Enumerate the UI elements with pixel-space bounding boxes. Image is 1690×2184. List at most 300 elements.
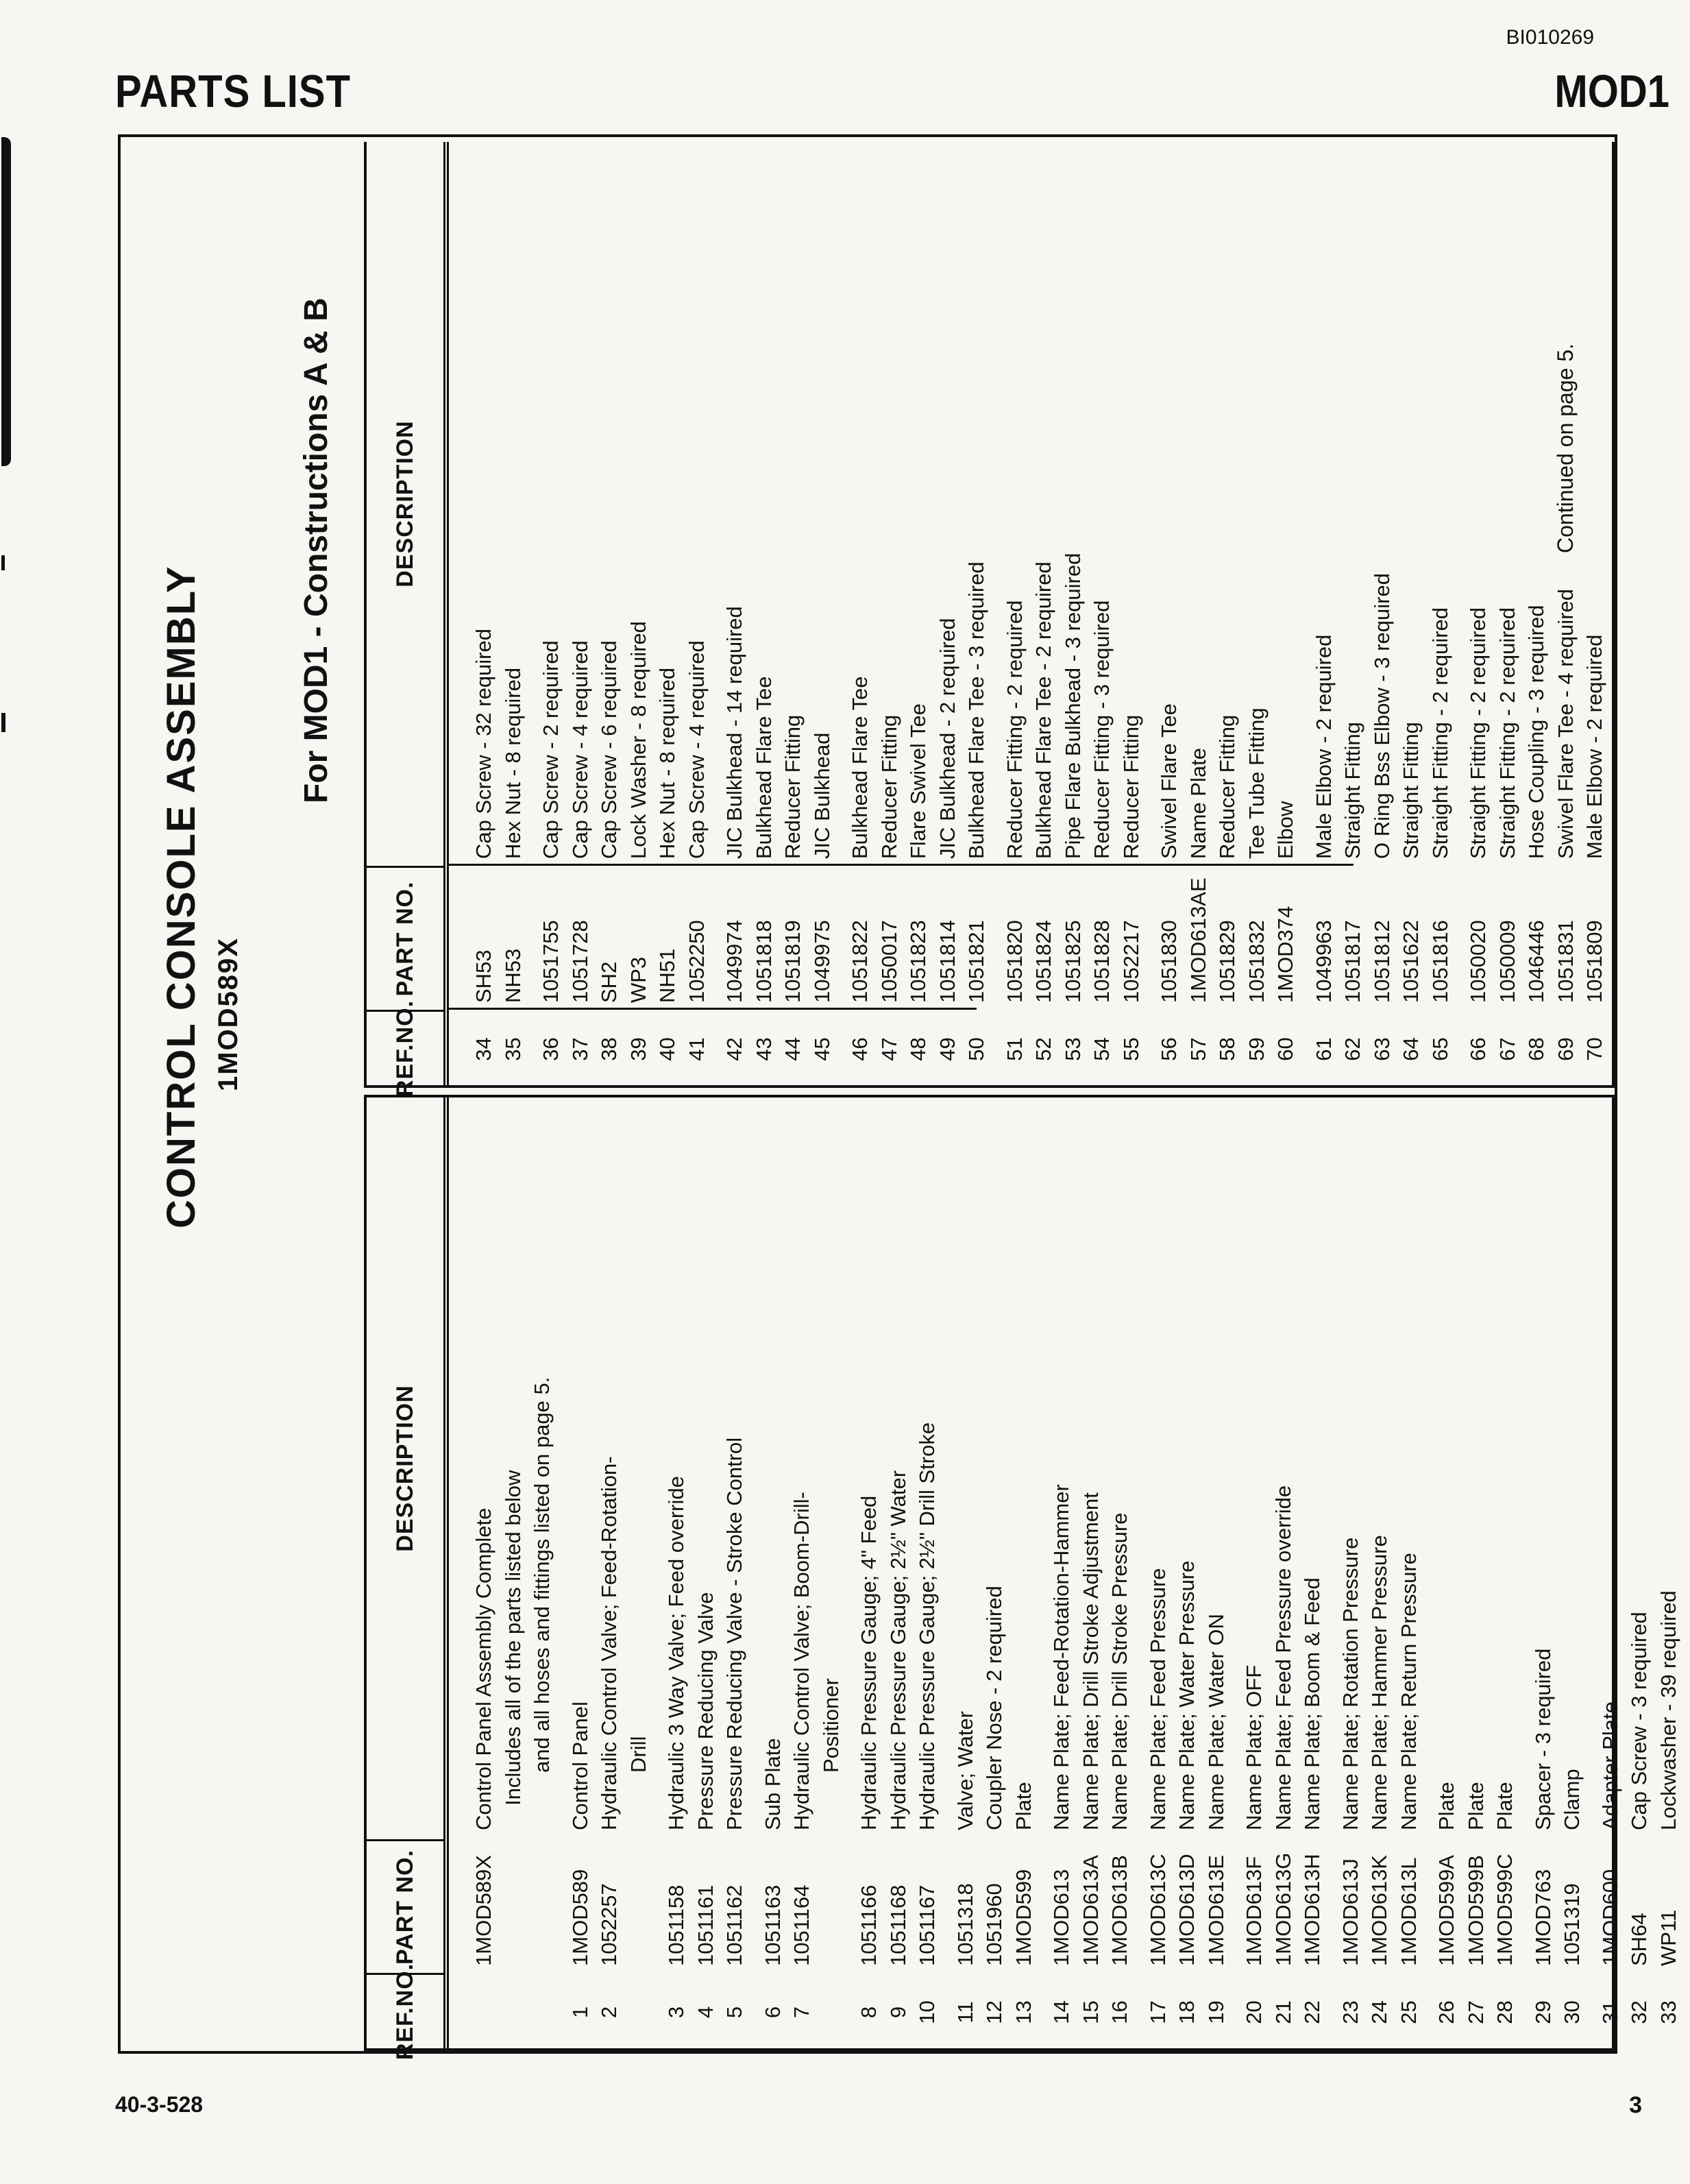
part-no-cell: WP3 <box>626 956 650 1003</box>
part-no-cell: 1051822 <box>848 920 872 1003</box>
table-body <box>469 1097 1683 2048</box>
table-row <box>1184 142 1214 1085</box>
part-no-cell: 1051823 <box>906 920 930 1003</box>
ref-no-cell: 11 <box>953 2001 977 2024</box>
table-row <box>855 1097 884 2048</box>
description-cell: Hydraulic Pressure Gauge; 4" Feed <box>857 1495 881 1830</box>
description-cell: Hydraulic Pressure Gauge; 2½" Water <box>885 1470 910 1830</box>
part-no-cell: 1051818 <box>751 920 776 1003</box>
ref-no-cell: 31 <box>1597 2000 1622 2024</box>
part-no-header: PART NO. <box>367 1839 443 1973</box>
description-cell: Hydraulic Control Valve; Boom-Drill- <box>789 1492 813 1830</box>
part-no-cell: 1051830 <box>1157 920 1181 1003</box>
table-row <box>653 142 683 1085</box>
ref-no-cell: 66 <box>1466 1037 1490 1061</box>
table-row <box>1059 142 1088 1085</box>
ref-no-cell: 44 <box>781 1037 805 1061</box>
scan-edge-mark <box>1 137 11 466</box>
description-cell: Name Plate; Water ON <box>1203 1614 1228 1830</box>
part-no-cell: 1051319 <box>1560 1883 1584 1966</box>
description-cell: JIC Bulkhead - 2 required <box>935 618 959 859</box>
part-no-cell: 1MOD613J <box>1338 1858 1362 1966</box>
part-no-cell: SH53 <box>472 949 495 1003</box>
part-no-cell: 1MOD613H <box>1300 1854 1324 1966</box>
description-cell: Male Elbow - 2 required <box>1311 634 1336 859</box>
part-no-cell: 1MOD599B <box>1463 1855 1488 1966</box>
part-no-cell: NH51 <box>655 948 679 1003</box>
page-number: 3 <box>1629 2092 1642 2118</box>
ref-no-cell: 30 <box>1560 2000 1584 2024</box>
ref-no-cell: 40 <box>655 1037 679 1061</box>
part-no-cell: 1051832 <box>1244 920 1269 1003</box>
table-row <box>1558 1097 1587 2048</box>
ref-no-cell: 61 <box>1311 1037 1336 1061</box>
description-cell: JIC Bulkhead <box>809 732 834 859</box>
ref-no-cell: 6 <box>760 2006 785 2019</box>
table-row <box>1242 142 1272 1085</box>
section-title: For MOD1 - Constructions A & B <box>298 298 334 803</box>
ref-no-cell: 39 <box>626 1037 650 1061</box>
ref-no-cell: 62 <box>1340 1037 1364 1061</box>
part-no-cell: 1046446 <box>1524 920 1548 1003</box>
description-cell: Control Panel <box>567 1701 592 1830</box>
description-cell: Adapter Plate <box>1597 1701 1622 1830</box>
ref-no-cell: 60 <box>1273 1037 1297 1061</box>
description-cell: Bulkhead Flare Tee - 2 required <box>1031 561 1055 859</box>
part-no-cell: 1051162 <box>722 1884 746 1966</box>
description-cell: Bulkhead Flare Tee <box>751 676 776 859</box>
ref-no-cell: 68 <box>1524 1037 1548 1061</box>
table-row <box>720 1097 750 2048</box>
table-row <box>537 142 566 1085</box>
description-cell: Name Plate; Feed Pressure override <box>1271 1485 1295 1830</box>
parts-table-right <box>364 142 1615 1097</box>
table-row <box>787 1097 817 2048</box>
table-row <box>1310 142 1339 1085</box>
ref-no-cell: 70 <box>1582 1037 1606 1061</box>
description-cell: Swivel Flare Tee <box>1157 703 1181 859</box>
description-cell: Control Panel Assembly Complete <box>472 1507 495 1830</box>
part-no-cell: 1MOD613K <box>1367 1855 1391 1966</box>
ref-no-cell: 18 <box>1175 2000 1199 2024</box>
table-row <box>1029 142 1059 1085</box>
part-no-cell: 1051164 <box>789 1884 813 1966</box>
part-no-cell: 1051728 <box>567 920 592 1003</box>
ref-no-cell: 13 <box>1011 2000 1036 2024</box>
description-cell: JIC Bulkhead - 14 required <box>722 606 746 859</box>
part-no-cell: 1051622 <box>1399 920 1423 1003</box>
description-cell: Male Elbow - 2 required <box>1582 634 1606 859</box>
table-row <box>980 1097 1009 2048</box>
table-row <box>566 1097 596 2048</box>
table-row <box>846 142 875 1085</box>
ref-no-cell: 49 <box>935 1037 959 1061</box>
description-header: DESCRIPTION <box>391 420 418 587</box>
table-row <box>962 142 992 1085</box>
part-no-cell: 1049963 <box>1311 920 1336 1003</box>
description-cell: Hose Coupling - 3 required <box>1524 605 1548 859</box>
part-no-header: PART NO. <box>367 866 443 1010</box>
description-cell: Pipe Flare Bulkhead - 3 required <box>1060 553 1085 859</box>
description-cell: Plate <box>1463 1782 1488 1830</box>
table-row <box>779 142 808 1085</box>
table-row <box>499 1097 528 2048</box>
ref-no-cell: 63 <box>1369 1037 1394 1061</box>
description-cell: Lock Washer - 8 required <box>626 621 650 859</box>
part-no-cell: 1049974 <box>722 920 746 1003</box>
part-no-cell: 1051824 <box>1031 920 1055 1003</box>
table-row <box>1009 1097 1039 2048</box>
ref-no-cell: 29 <box>1530 2000 1555 2024</box>
ref-no-cell: 41 <box>684 1037 709 1061</box>
ref-no-cell: 42 <box>722 1037 746 1061</box>
part-no-cell: 1051812 <box>1369 920 1394 1003</box>
ref-no-cell: 14 <box>1049 2000 1073 2024</box>
description-cell: Name Plate; Feed-Rotation-Hammer <box>1049 1484 1073 1830</box>
table-row <box>1338 142 1368 1085</box>
part-no-cell: 1051158 <box>664 1884 688 1966</box>
table-row <box>1105 1097 1135 2048</box>
description-cell: Reducer Fitting <box>877 714 901 859</box>
part-no-cell: 1MOD589 <box>567 1869 592 1966</box>
description-cell: Reducer Fitting - 3 required <box>1090 600 1114 859</box>
table-row <box>1580 142 1610 1085</box>
description-cell: Sub Plate <box>760 1738 785 1830</box>
ref-no-cell: 5 <box>722 2006 746 2019</box>
table-row <box>624 1097 654 2048</box>
description-cell: Positioner <box>818 1678 843 1773</box>
table-row <box>1365 1097 1395 2048</box>
part-no-cell: 1MOD613AE <box>1186 877 1210 1003</box>
ref-no-cell: 67 <box>1495 1037 1519 1061</box>
description-cell: Straight Fitting - 2 required <box>1495 607 1519 859</box>
description-cell: and all hoses and fittings listed on page 5. <box>530 1376 554 1773</box>
title-block <box>121 137 364 2051</box>
page-header-title: PARTS LIST <box>115 66 352 117</box>
ref-no-cell: 12 <box>982 2000 1006 2024</box>
ref-no-cell: 3 <box>664 2006 688 2019</box>
description-cell: Reducer Fitting <box>781 714 805 859</box>
part-no-cell: 1051163 <box>760 1884 785 1966</box>
ref-no-cell: 21 <box>1271 2000 1295 2024</box>
description-cell: Reducer Fitting <box>1215 714 1239 859</box>
table-row <box>1462 1097 1491 2048</box>
part-no-cell: 1MOD613D <box>1175 1854 1199 1966</box>
ref-no-cell: 43 <box>751 1037 776 1061</box>
table-row <box>884 1097 914 2048</box>
part-no-cell: SH64 <box>1627 1913 1651 1966</box>
ref-no-cell: 33 <box>1656 2000 1680 2024</box>
part-no-cell: 1MOD589X <box>472 1855 495 1966</box>
part-no-cell: 1050020 <box>1466 920 1490 1003</box>
ref-no-cell: 26 <box>1434 2000 1458 2024</box>
description-cell: Elbow <box>1273 801 1297 859</box>
ref-no-cell: 9 <box>885 2006 910 2019</box>
part-no-cell: 1052217 <box>1118 920 1143 1003</box>
table-row <box>1654 1097 1684 2048</box>
ref-no-cell: 4 <box>693 2006 718 2019</box>
ref-no-cell: 17 <box>1145 2000 1170 2024</box>
description-cell: Straight Fitting - 2 required <box>1466 607 1490 859</box>
description-cell: Hex Nut - 8 required <box>500 667 525 859</box>
part-no-cell: 1051166 <box>857 1884 881 1966</box>
table-row <box>1298 1097 1327 2048</box>
table-row <box>595 142 624 1085</box>
part-no-cell: 1049975 <box>809 920 834 1003</box>
ref-no-cell: 8 <box>857 2006 881 2019</box>
ref-no-cell: 25 <box>1396 2000 1421 2024</box>
description-cell: Lockwasher - 39 required <box>1656 1590 1680 1830</box>
description-cell: Coupler Nose - 2 required <box>982 1586 1006 1830</box>
table-row <box>1240 1097 1269 2048</box>
table-row <box>499 142 528 1085</box>
description-cell: Name Plate; Return Pressure <box>1396 1553 1421 1830</box>
part-no-cell: 1MOD613A <box>1078 1855 1103 1966</box>
ref-no-cell: 28 <box>1493 2000 1517 2024</box>
part-no-cell: 1051318 <box>953 1883 977 1966</box>
table-row <box>1155 142 1184 1085</box>
description-cell: Name Plate <box>1186 748 1210 859</box>
table-row <box>1397 142 1426 1085</box>
table-header <box>367 1097 449 2061</box>
ref-no-cell: 1 <box>567 2006 592 2019</box>
table-row <box>1336 1097 1366 2048</box>
ref-no-cell: 24 <box>1367 2000 1391 2024</box>
description-cell: Straight Fitting - 2 required <box>1428 607 1452 859</box>
part-no-cell: 1MOD613C <box>1145 1854 1170 1966</box>
description-cell: Cap Screw - 32 required <box>472 629 495 859</box>
description-cell: Cap Screw - 4 required <box>567 640 592 859</box>
description-cell: Name Plate; Drill Stroke Adjustment <box>1078 1492 1103 1830</box>
table-row <box>1144 1097 1173 2048</box>
description-cell: Reducer Fitting <box>1118 714 1143 859</box>
ref-no-cell: 37 <box>567 1037 592 1061</box>
ref-no-cell: 46 <box>848 1037 872 1061</box>
table-row <box>1464 142 1493 1085</box>
description-cell: Name Plate; Water Pressure <box>1175 1560 1199 1830</box>
table-body <box>469 142 1610 1085</box>
ref-no-cell: 16 <box>1107 2000 1131 2024</box>
description-cell: Cap Screw - 6 required <box>597 640 621 859</box>
scan-edge-mark <box>1 555 5 570</box>
table-row <box>1077 1097 1106 2048</box>
table-row <box>1088 142 1117 1085</box>
ref-no-cell: 20 <box>1242 2000 1266 2024</box>
description-cell: Straight Fitting <box>1340 722 1364 859</box>
part-no-cell: 1051819 <box>781 920 805 1003</box>
ref-no-cell: 32 <box>1627 2000 1651 2024</box>
description-cell: Plate <box>1493 1782 1517 1830</box>
ref-no-cell: 56 <box>1157 1037 1181 1061</box>
ref-no-cell: 23 <box>1338 2000 1362 2024</box>
table-row <box>469 142 499 1085</box>
table-row <box>913 1097 942 2048</box>
document-id: BI010269 <box>1506 26 1594 49</box>
table-row <box>595 1097 624 2048</box>
part-no-cell: 1051825 <box>1060 920 1085 1003</box>
table-row <box>1491 1097 1520 2048</box>
parts-list-frame <box>118 134 1680 2061</box>
part-no-cell: 1051161 <box>693 1884 718 1966</box>
table-row <box>528 1097 557 2048</box>
part-no-cell: 1MOD613G <box>1271 1852 1295 1966</box>
ref-no-cell: 15 <box>1078 2000 1103 2024</box>
table-row <box>1269 1097 1299 2048</box>
description-cell: Plate <box>1011 1782 1036 1830</box>
table-row <box>1529 1097 1558 2048</box>
description-cell: Hex Nut - 8 required <box>655 667 679 859</box>
description-cell: Clamp <box>1560 1769 1584 1830</box>
table-row <box>662 1097 691 2048</box>
table-row <box>933 142 963 1085</box>
part-no-cell: 1051809 <box>1582 920 1606 1003</box>
description-cell: Cap Screw - 2 required <box>539 640 563 859</box>
table-row <box>1271 142 1301 1085</box>
table-row <box>683 142 712 1085</box>
ref-no-cell: 45 <box>809 1037 834 1061</box>
description-cell: Cap Screw - 3 required <box>1627 1612 1651 1830</box>
table-row <box>1432 1097 1462 2048</box>
part-no-cell: 1050009 <box>1495 920 1519 1003</box>
table-row <box>1552 142 1581 1085</box>
description-cell: Pressure Reducing Valve <box>693 1592 718 1830</box>
part-no-cell: 1052257 <box>597 1883 621 1966</box>
table-row <box>691 1097 721 2048</box>
table-row <box>1596 1097 1626 2048</box>
part-no-cell: 1051829 <box>1215 920 1239 1003</box>
part-no-cell: 1051831 <box>1553 920 1578 1003</box>
table-row <box>1426 142 1456 1085</box>
description-cell: Swivel Flare Tee - 4 required <box>1553 589 1578 859</box>
ref-no-cell: 58 <box>1215 1037 1239 1061</box>
ref-no-cell: 53 <box>1060 1037 1085 1061</box>
description-header: DESCRIPTION <box>391 1385 418 1552</box>
description-cell: Name Plate; Boom & Feed <box>1300 1577 1324 1830</box>
ref-no-cell: 55 <box>1118 1037 1143 1061</box>
part-no-cell: 1MOD600 <box>1597 1869 1622 1966</box>
description-cell: Hydraulic Pressure Gauge; 2½" Drill Stroke <box>915 1422 939 1830</box>
table-row <box>1493 142 1523 1085</box>
description-cell: Hydraulic 3 Way Valve; Feed override <box>664 1476 688 1830</box>
part-no-cell: 1MOD613F <box>1242 1856 1266 1966</box>
table-header <box>367 142 449 1097</box>
part-no-cell: 1051821 <box>964 920 988 1003</box>
part-no-cell: 1MOD374 <box>1273 906 1297 1003</box>
part-no-cell: 1MOD613 <box>1049 1869 1073 1966</box>
table-row <box>1001 142 1030 1085</box>
scan-edge-mark <box>1 713 5 732</box>
description-cell: Valve; Water <box>953 1711 977 1830</box>
table-row <box>1202 1097 1232 2048</box>
part-no-cell: 1051816 <box>1428 920 1452 1003</box>
part-no-cell: NH53 <box>500 948 525 1003</box>
ref-no-cell: 36 <box>539 1037 563 1061</box>
description-cell: Tee Tube Fitting <box>1244 707 1269 859</box>
table-row <box>951 1097 981 2048</box>
table-row <box>750 142 779 1085</box>
continued-note: Continued on page 5. <box>1553 343 1578 553</box>
ref-no-cell: 59 <box>1244 1037 1269 1061</box>
ref-no-cell: 7 <box>789 2006 813 2019</box>
ref-no-cell: 10 <box>915 2000 939 2024</box>
table-row <box>904 142 933 1085</box>
parts-table-left <box>364 1095 1680 2061</box>
description-cell: Flare Swivel Tee <box>906 703 930 859</box>
part-no-cell: 1051820 <box>1002 920 1027 1003</box>
table-row <box>1368 142 1397 1085</box>
ref-no-header: REF.NO. <box>367 1010 443 1085</box>
ref-no-cell: 65 <box>1428 1037 1452 1061</box>
table-row <box>624 142 654 1085</box>
ref-no-cell: 47 <box>877 1037 901 1061</box>
table-row <box>566 142 596 1085</box>
table-row <box>1395 1097 1424 2048</box>
part-no-cell: 1MOD613L <box>1396 1857 1421 1966</box>
part-no-cell: 1051755 <box>539 920 563 1003</box>
rotated-page-content <box>121 137 1680 2061</box>
ref-no-cell: 69 <box>1553 1037 1578 1061</box>
description-cell: Hydraulic Control Valve; Feed-Rotation- <box>597 1456 621 1830</box>
table-row <box>1117 142 1147 1085</box>
description-cell: Straight Fitting <box>1399 722 1423 859</box>
part-no-cell: 1052250 <box>684 920 709 1003</box>
part-no-cell: 1051168 <box>885 1884 910 1966</box>
table-row <box>1625 1097 1654 2048</box>
table-row <box>875 142 905 1085</box>
description-cell: Spacer - 3 required <box>1530 1648 1555 1830</box>
part-no-cell: 1MOD599C <box>1493 1854 1517 1966</box>
part-no-cell: 1051814 <box>935 920 959 1003</box>
description-cell: Cap Screw - 4 required <box>684 640 709 859</box>
ref-no-cell: 51 <box>1002 1037 1027 1061</box>
ref-no-cell: 2 <box>597 2006 621 2019</box>
description-cell: Drill <box>626 1736 650 1773</box>
ref-no-cell: 57 <box>1186 1037 1210 1061</box>
table-row <box>1522 142 1552 1085</box>
description-cell: Pressure Reducing Valve - Stroke Control <box>722 1437 746 1830</box>
part-no-cell: 1MOD599 <box>1011 1869 1036 1966</box>
ref-no-cell: 64 <box>1399 1037 1423 1061</box>
table-row <box>759 1097 788 2048</box>
ref-no-cell: 19 <box>1203 2000 1228 2024</box>
description-cell: Name Plate; Hammer Pressure <box>1367 1535 1391 1830</box>
part-no-cell: 1MOD599A <box>1434 1855 1458 1966</box>
part-no-cell: 1MOD613B <box>1107 1855 1131 1966</box>
ref-no-cell: 52 <box>1031 1037 1055 1061</box>
table-row <box>1173 1097 1202 2048</box>
page-header-model: MOD1 <box>1554 66 1669 117</box>
part-no-cell: 1MOD763 <box>1530 1869 1555 1966</box>
table-row <box>817 1097 846 2048</box>
table-row <box>469 1097 499 2048</box>
description-cell: Bulkhead Flare Tee <box>848 676 872 859</box>
part-no-cell: 1051167 <box>915 1884 939 1966</box>
description-cell: Name Plate; Rotation Pressure <box>1338 1537 1362 1830</box>
ref-no-cell: 27 <box>1463 2000 1488 2024</box>
part-no-cell: 1051817 <box>1340 920 1364 1003</box>
ref-no-cell: 38 <box>597 1037 621 1061</box>
table-row <box>808 142 837 1085</box>
ref-no-cell: 50 <box>964 1037 988 1061</box>
part-no-cell: 1051960 <box>982 1883 1006 1966</box>
description-cell: Reducer Fitting - 2 required <box>1002 600 1027 859</box>
table-row <box>1047 1097 1077 2048</box>
part-no-cell: SH2 <box>597 961 621 1003</box>
assembly-title: CONTROL CONSOLE ASSEMBLY <box>159 565 204 1228</box>
description-cell: Includes all of the parts listed below <box>500 1470 525 1806</box>
ref-no-cell: 22 <box>1300 2000 1324 2024</box>
page-footer-code: 40-3-528 <box>115 2092 204 2117</box>
